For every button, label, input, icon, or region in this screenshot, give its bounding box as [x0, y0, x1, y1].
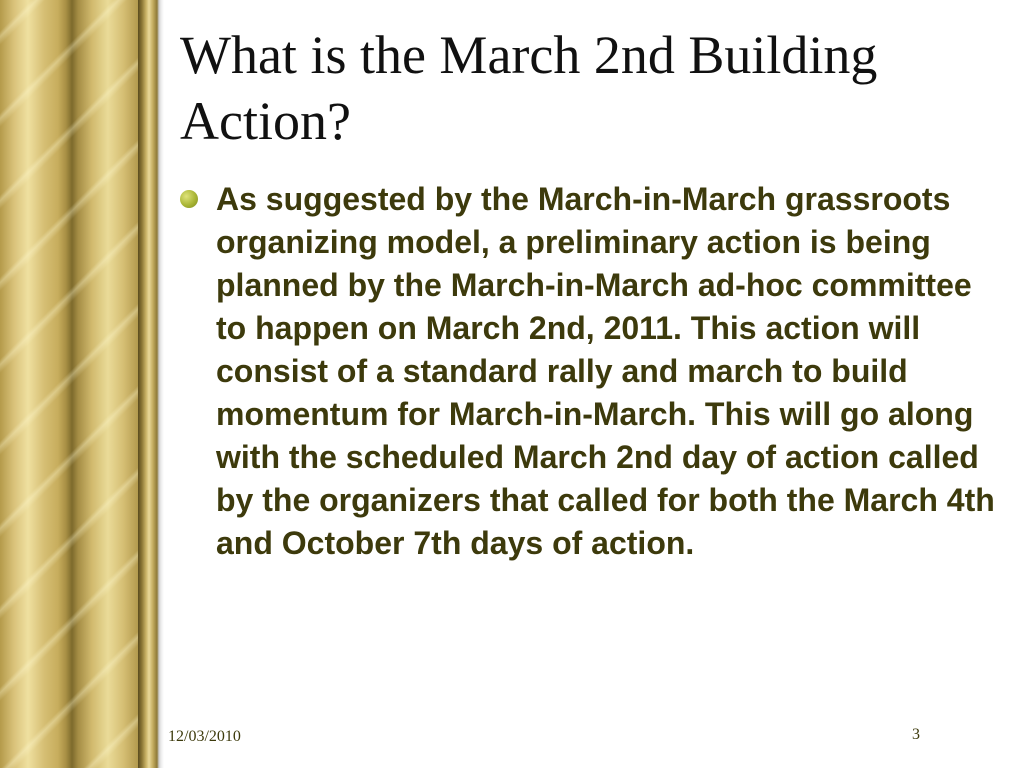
slide-title: What is the March 2nd Building Action? — [180, 25, 878, 151]
bullet-item — [180, 178, 995, 565]
decorative-column-edge — [138, 0, 164, 768]
footer-date: 12/03/2010 — [168, 728, 241, 745]
page-number: 3 — [912, 726, 920, 743]
decorative-gold-column — [0, 0, 138, 768]
slide-body — [180, 178, 995, 565]
bullet-text: As suggested by the March-in-March grassroots organizing model, a preliminary action is being planned by the March-in-March ad-hoc committee to happen on March 2nd, 2011. This action will consist of a standard rally and march to build momentum for March-in-March. This will go along with the scheduled March 2nd day of action called by the organizers that called for both the March 4th and October 7th days of action. — [216, 181, 995, 561]
bullet-dot-icon — [180, 190, 198, 208]
